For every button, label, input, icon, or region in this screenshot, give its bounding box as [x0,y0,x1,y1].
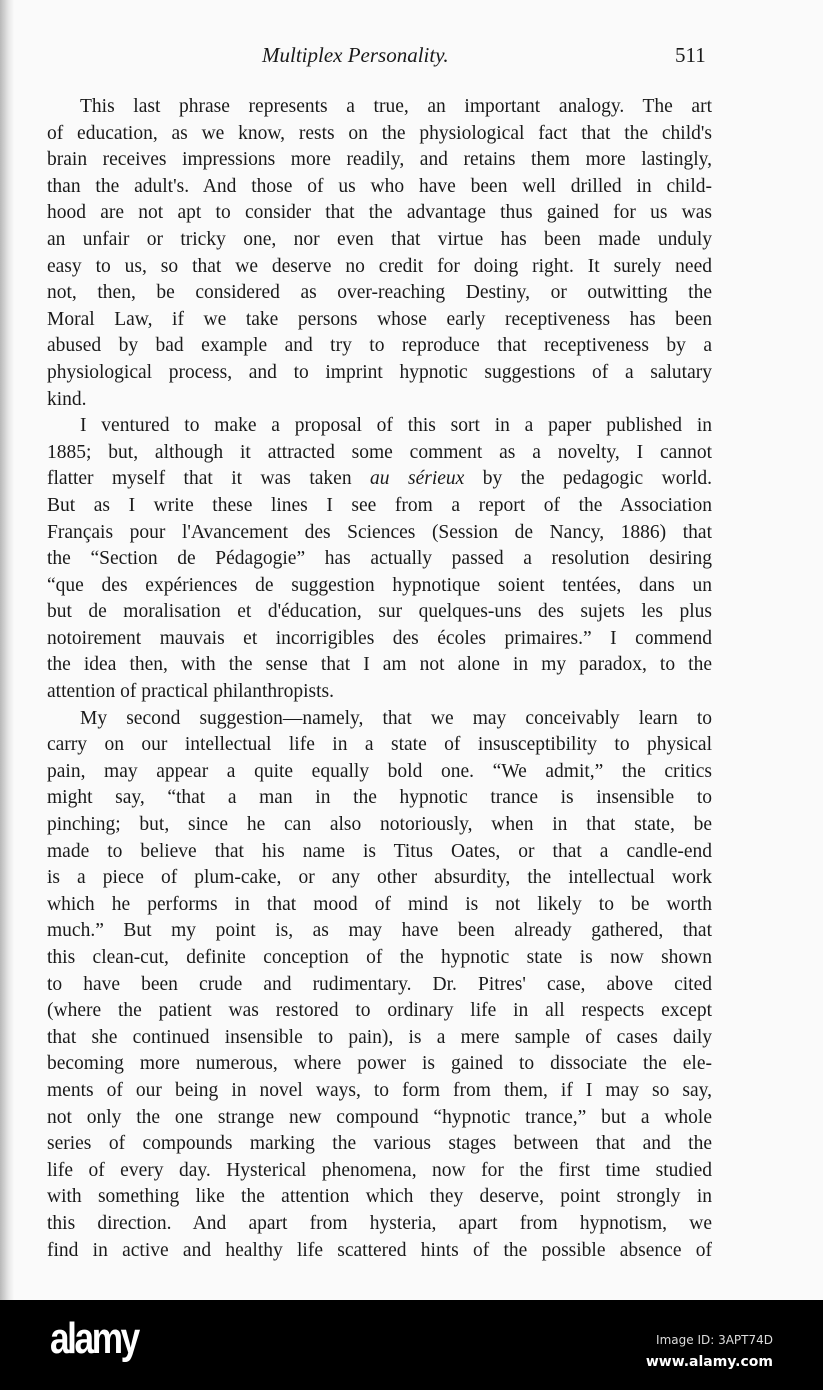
text-line [47,440,712,467]
line-text: easy to us, so that we deserve no credit for doing right. It surely need [47,255,712,277]
text-line [47,759,712,786]
line-text: by the pedagogic world. [464,468,713,490]
alamy-logo: alamy [50,1314,138,1363]
body-text [47,94,712,1264]
text-line [47,679,712,706]
line-text: “que des expériences de suggestion hypnotique soient tentées, dans un [47,574,712,596]
text-line [47,307,712,334]
text-line [47,200,712,227]
line-text: hood are not apt to consider that the advantage thus gained for us was [47,202,712,224]
line-text: Moral Law, if we take persons whose early receptiveness has been [47,308,712,330]
line-text: an unfair or tricky one, nor even that virtue has been made unduly [47,228,712,250]
line-text: carry on our intellectual life in a state of insusceptibility to physical [47,734,712,756]
line-text: find in active and healthy life scattered hints of the possible absence of [47,1239,712,1261]
line-text: kind. [47,388,87,410]
line-text: this clean-cut, definite conception of the hypnotic state is now shown [47,947,712,968]
text-line [47,1184,712,1211]
text-line [47,227,712,254]
text-line [47,466,712,493]
text-line [47,413,712,440]
text-line [47,599,712,626]
text-line [47,147,712,174]
line-text: might say, “that a man in the hypnotic trance is insensible to [47,787,712,809]
line-text: the idea then, with the sense that I am not alone in my paradox, to the [47,654,712,676]
text-line [47,865,712,892]
line-text: much.” But my point is, as may have been already gathered, that [47,920,712,942]
text-line [47,892,712,919]
italic-phrase: au sérieux [370,468,465,490]
text-line [47,546,712,573]
text-line [47,918,712,945]
line-text: brain receives impressions more readily, and retains them more lastingly, [47,149,712,171]
line-text: This last phrase represents a true, an important analogy. The art [80,96,712,117]
text-line [47,812,712,839]
text-line [47,493,712,520]
text-line [47,1131,712,1158]
line-text: ments of our being in novel ways, to form from them, if I may so say, [47,1079,712,1101]
text-line [47,520,712,547]
text-line [47,972,712,999]
line-text: is a piece of plum-cake, or any other absurdity, the intellectual work [47,867,712,889]
line-text: made to believe that his name is Titus Oates, or that a candle-end [47,840,712,862]
text-line [47,280,712,307]
watermark-url: www.alamy.com [645,1354,773,1370]
image-id: Image ID: 3APT74D [656,1333,773,1347]
text-line [47,626,712,653]
line-text: physiological process, and to imprint hypnotic suggestions of a salutary [47,361,712,383]
text-line [47,360,712,387]
line-text: this direction. And apart from hysteria, apart from hypnotism, we [47,1212,712,1234]
line-text: which he performs in that mood of mind is not likely to be worth [47,893,712,915]
line-text: than the adult's. And those of us who have been well drilled in child- [47,175,712,197]
line-text: I ventured to make a proposal of this sort in a paper published in [80,415,712,437]
line-text: series of compounds marking the various stages between that and the [47,1133,712,1155]
line-text: not only the one strange new compound “hypnotic trance,” but a whole [47,1106,712,1128]
line-text: 1885; but, although it attracted some comment as a novelty, I cannot [47,441,712,463]
line-text: But as I write these lines I see from a report of the Association [47,494,712,516]
text-line [47,998,712,1025]
running-head [0,43,823,73]
line-text: to have been crude and rudimentary. Dr. Pitres' case, above cited [47,973,712,995]
text-line [47,121,712,148]
text-line [47,387,712,414]
text-line [47,1211,712,1238]
text-line [47,706,712,733]
text-line [47,732,712,759]
line-text: (where the patient was restored to ordinary life in all respects except [47,1000,712,1022]
text-line [47,573,712,600]
line-text: that she continued insensible to pain), is a mere sample of cases daily [47,1026,712,1048]
line-text: Français pour l'Avancement des Sciences (Session de Nancy, 1886) that [47,521,712,543]
text-line [47,839,712,866]
text-line [47,1025,712,1052]
line-text: life of every day. Hysterical phenomena, now for the first time studied [47,1159,712,1181]
line-text: attention of practical philanthropists. [47,681,335,703]
text-line [47,652,712,679]
line-text: not, then, be considered as over-reaching Destiny, or outwitting the [47,282,712,304]
text-line [47,94,712,121]
page-edge-shadow [0,0,14,1300]
text-line [47,1078,712,1105]
line-text: pain, may appear a quite equally bold one. “We admit,” the critics [47,760,712,782]
text-line [47,254,712,281]
line-text: with something like the attention which they deserve, point strongly in [47,1186,712,1208]
line-text: becoming more numerous, where power is gained to dissociate the ele- [47,1053,712,1075]
line-text: My second suggestion—namely, that we may conceivably learn to [80,707,712,729]
text-line [47,1158,712,1185]
text-line [47,785,712,812]
line-text: flatter myself that it was taken [47,468,371,490]
text-line [47,945,712,972]
text-line [47,1105,712,1132]
page-number: 511 [675,43,706,67]
line-text: pinching; but, since he can also notoriously, when in that state, be [47,814,712,836]
line-text: abused by bad example and try to reproduce that receptiveness by a [47,335,712,357]
watermark-bar [0,1300,823,1390]
text-line [47,1238,712,1265]
text-line [47,174,712,201]
running-title: Multiplex Personality. [262,43,449,67]
line-text: of education, as we know, rests on the physiological fact that the child's [47,122,712,144]
text-line [47,1051,712,1078]
line-text: notoirement mauvais et incorrigibles des écoles primaires.” I commend [47,627,712,649]
line-text: the “Section de Pédagogie” has actually passed a resolution desiring [47,548,712,570]
line-text: but de moralisation et d'éducation, sur quelques-uns des sujets les plus [47,601,712,623]
text-line [47,333,712,360]
